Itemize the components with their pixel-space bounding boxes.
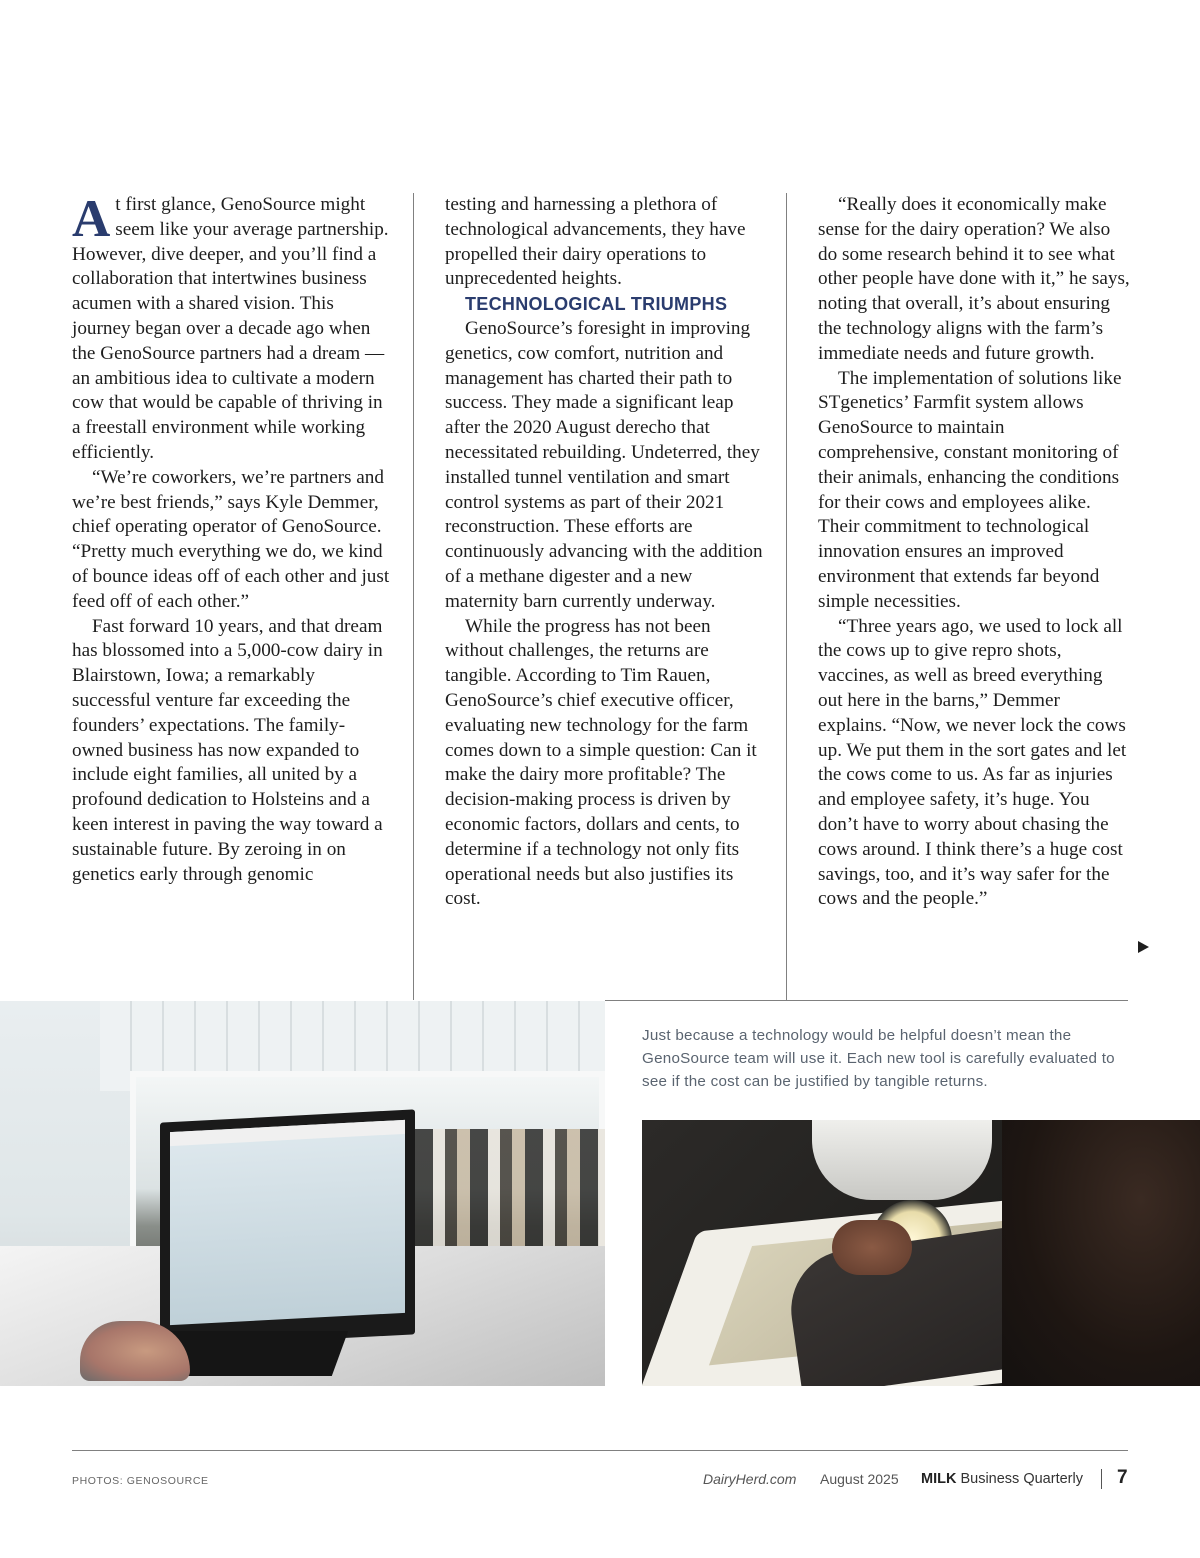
paragraph (72, 190, 392, 466)
photo-microscope (642, 1120, 1200, 1386)
footer-site: DairyHerd.com (703, 1471, 797, 1487)
paragraph-text: t first glance, GenoSource might seem like your average partnership. However, dive deeper, and you’ll find a collaboration that intertwines business acumen with a shared vision. This journey began over a decade ago when the GenoSource partners had a dream — an ambitious idea to cultivate a modern cow that would be capable of thriving in a freestall environment while working efficiently. (72, 194, 389, 463)
page-number: 7 (1117, 1467, 1128, 1488)
photo-monitor (160, 1109, 415, 1347)
magazine-name-bold: MILK (921, 1471, 957, 1487)
photo-hand (832, 1220, 912, 1275)
photo-screen-bar (170, 1120, 405, 1146)
paragraph: testing and harnessing a plethora of technological advancements, they have propelled their dairy operations to unprecedented heights. (445, 194, 746, 290)
photo-cows (415, 1129, 605, 1249)
paragraph: “Really does it economically make sense for the dairy operation? We also do some research behind it to see what other people have done with it,” he says, noting that overall, it’s about ensuring the technology aligns with the farm’s immediate needs and future growth. (818, 194, 1130, 364)
paragraph: “Three years ago, we used to lock all the cows up to give repro shots, vaccines, as well as breed everything out here in the barns,” Demmer explains. “Now, we never lock the cows up. We put them in the sort gates and let the cows come to us. As far as injuries and employee safety, it’s huge. You don’t have to worry about chasing the cows around. I think there’s a huge cost savings, too, and it’s way safer for the cows and the people.” (818, 615, 1127, 910)
column-divider-1 (413, 193, 414, 1000)
paragraph: GenoSource’s foresight in improving genetics, cow comfort, nutrition and management has charted their path to success. They made a significant leap after the 2020 August derecho that necessitated rebuilding. Undeterred, they installed tunnel ventilation and smart control systems as part of their 2021 reconstruction. These efforts are continuously advancing with the addition of a methane digester and a new maternity barn currently underway. (445, 317, 763, 612)
photo-person (1002, 1120, 1200, 1386)
footer-rule (72, 1450, 1128, 1451)
photo-computer-workstation (0, 1001, 605, 1386)
article-column-1 (72, 190, 392, 887)
paragraph: The implementation of solutions like STgenetics’ Farmfit system allows GenoSource to maintain comprehensive, constant monitoring of their animals, enhancing the conditions for their cows and employees alike. Their commitment to technological innovation ensures an improved environment that extends far beyond simple necessities. (818, 367, 1122, 612)
footer-magazine-name (921, 1471, 1083, 1487)
footer-date: August 2025 (820, 1471, 899, 1487)
photo-caption: Just because a technology would be helpful doesn’t mean the GenoSource team will use it. Each new tool is carefully evaluated to see if the cost can be justified by tangible returns. (642, 1027, 1115, 1090)
paragraph: “We’re coworkers, we’re partners and we’re best friends,” says Kyle Demmer, chief operating operator of GenoSource. “Pretty much everything we do, we kind of bounce ideas off of each other and just feed off of each other.” (72, 466, 390, 612)
column-divider-2 (786, 193, 787, 1000)
photo-credit: PHOTOS: GENOSOURCE (72, 1475, 209, 1487)
drop-cap: A (72, 190, 111, 248)
right-arrow-icon (1138, 941, 1149, 953)
magazine-name-rest: Business Quarterly (956, 1471, 1083, 1487)
caption-rule (605, 1000, 1128, 1001)
footer-separator (1101, 1469, 1102, 1489)
photo-monitor-screen (170, 1120, 405, 1325)
paragraph: While the progress has not been without challenges, the returns are tangible. According to Tim Rauen, GenoSource’s chief executive officer, evaluating new technology for the farm comes down to a simple question: Can it make the dairy more profitable? The decision-making process is driven by economic factors, dollars and cents, to determine if a technology not only fits operational needs but also justifies its cost. (445, 615, 757, 910)
section-subhead: TECHNOLOGICAL TRIUMPHS (465, 294, 728, 315)
article-column-2 (445, 193, 767, 912)
article-column-3 (818, 193, 1130, 912)
paragraph: Fast forward 10 years, and that dream has blossomed into a 5,000-cow dairy in Blairstown, Iowa; a remarkably successful venture far exceeding the founders’ expectations. The family-owned business has now expanded to include eight families, all united by a profound dedication to Holsteins and a keen interest in paving the way toward a sustainable future. By zeroing in on genetics early through genomic (72, 615, 383, 885)
photo-microscope-head (812, 1120, 992, 1200)
